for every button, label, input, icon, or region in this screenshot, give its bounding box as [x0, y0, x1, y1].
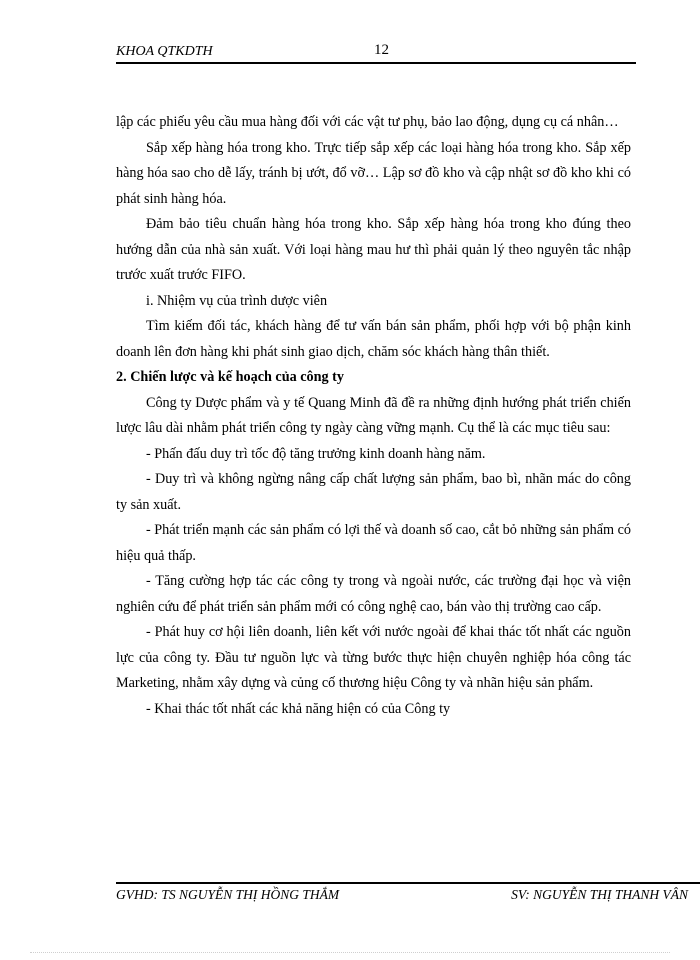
- page-bottom-divider: [30, 952, 670, 953]
- section-heading-strategy: 2. Chiến lược và kế hoạch của công ty: [116, 369, 345, 385]
- page-number: 12: [374, 42, 389, 58]
- list-item: - Phấn đấu duy trì tốc độ tăng trưởng kinh doanh hàng năm.: [146, 445, 486, 462]
- supervisor-label: GVHD: TS NGUYỄN THỊ HỒNG THẮM: [116, 887, 340, 902]
- list-item: - Khai thác tốt nhất các khả năng hiện có của Công ty: [146, 700, 451, 717]
- paragraph-warehouse-arrangement: Sắp xếp hàng hóa trong kho. Trực tiếp sắp xếp các loại hàng hóa trong kho. Sắp xếp hàng hóa sao cho dễ lấy, tránh bị ướt, đổ vỡ… Lập sơ đồ kho và cập nhật sơ đồ kho khi có phát sinh hàng hóa.: [116, 139, 631, 207]
- department-label: KHOA QTKDTH: [116, 44, 213, 59]
- paragraph-strategy-intro: Công ty Dược phẩm và y tế Quang Minh đã đề ra những định hướng phát triển chiến lược lâu dài nhằm phát triển công ty ngày càng vững mạnh. Cụ thể là các mục tiêu sau:: [116, 394, 631, 436]
- list-item: - Phát triển mạnh các sản phẩm có lợi thế và doanh số cao, cắt bỏ những sản phẩm có hiệu quả thấp.: [116, 522, 631, 564]
- paragraph-rep-duties: Tìm kiếm đối tác, khách hàng để tư vấn bán sản phẩm, phối hợp với bộ phận kinh doanh lên đơn hàng khi phát sinh giao dịch, chăm sóc khách hàng thân thiết.: [116, 318, 631, 360]
- list-item: - Duy trì và không ngừng nâng cấp chất lượng sản phẩm, bao bì, nhãn mác do công ty sản xuất.: [116, 471, 631, 513]
- paragraph-quality-standard: Đảm bảo tiêu chuẩn hàng hóa trong kho. Sắp xếp hàng hóa trong kho đúng theo hướng dẫn của nhà sản xuất. Với loại hàng mau hư thì phải quản lý theo nguyên tắc nhập trước xuất trước FIFO.: [116, 216, 631, 283]
- page-header: [116, 42, 636, 64]
- document-body: [116, 110, 631, 722]
- page-footer: [116, 882, 700, 906]
- subheading-rep-duties: i. Nhiệm vụ của trình dược viên: [146, 292, 328, 309]
- paragraph-continued: lập các phiếu yêu cầu mua hàng đối với các vật tư phụ, bảo lao động, dụng cụ cá nhân…: [116, 114, 619, 130]
- student-label: SV: NGUYỄN THỊ THANH VÂN: [511, 887, 688, 902]
- list-item: - Phát huy cơ hội liên doanh, liên kết với nước ngoài để khai thác tốt nhất các nguồn lực của công ty. Đầu tư nguồn lực và từng bước thực hiện chuyên nghiệp hóa công tác Marketing, nhằm xây dựng và củng cố thương hiệu Công ty và nhãn hiệu sản phẩm.: [116, 624, 631, 691]
- list-item: - Tăng cường hợp tác các công ty trong và ngoài nước, các trường đại học và viện nghiên cứu để phát triển sản phẩm mới có công nghệ cao, bán vào thị trường cao cấp.: [116, 573, 631, 615]
